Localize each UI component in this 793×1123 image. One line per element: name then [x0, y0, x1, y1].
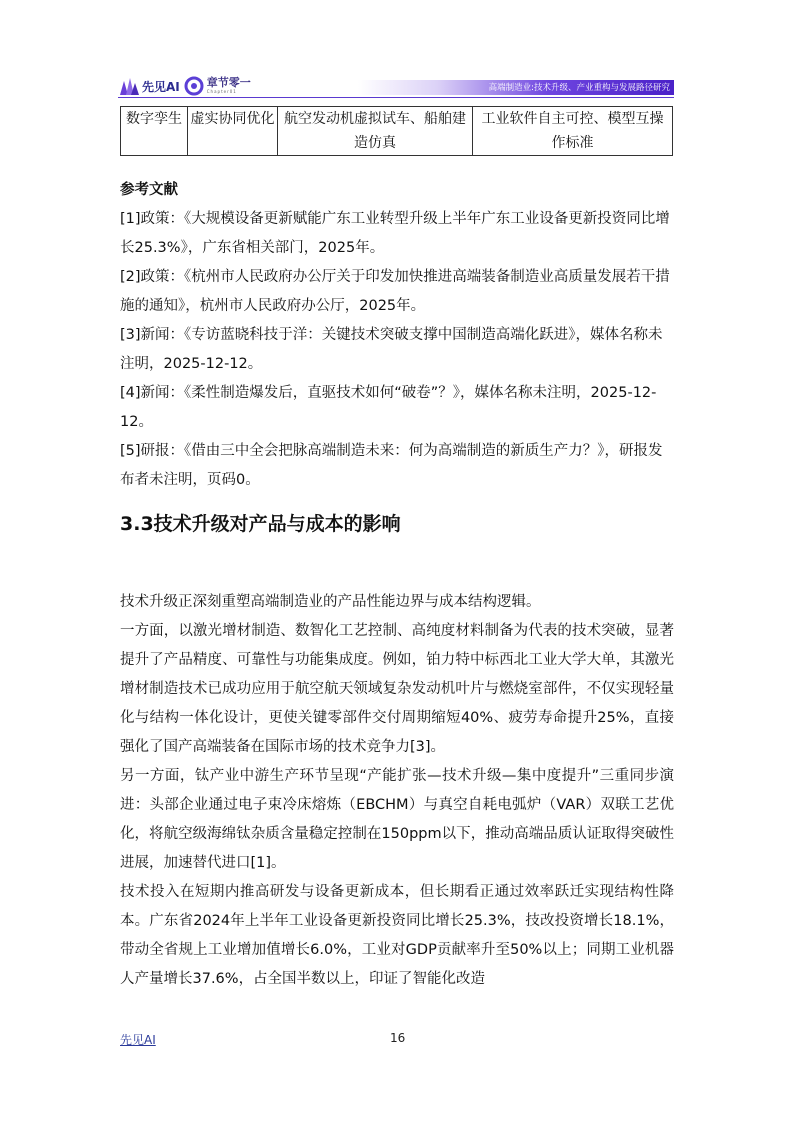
body-paragraph: 技术升级正深刻重塑高端制造业的产品性能边界与成本结构逻辑。 — [120, 594, 541, 610]
table-cell: 航空发动机虚拟试车、船舶建造仿真 — [278, 107, 473, 156]
body-paragraph: 技术投入在短期内推高研发与设备更新成本，但长期看正通过效率跃迁实现结构性降本。广东省2024年上半年工业设备更新投资同比增长25.3%，技改投资增长18.1%，带动全省规上工业增加值增长6.0%，工业对GDP贡献率升至50%以上；同期工业机器人产量增长37.6%，占全国半数以上，印证了智能化改造 — [120, 884, 674, 987]
table-cell: 虚实协同优化 — [188, 107, 278, 156]
table-row — [121, 107, 673, 156]
header-divider — [118, 97, 674, 98]
table-cell: 工业软件自主可控、模型互操作标准 — [473, 107, 673, 156]
document-title: 高端制造业:技术升级、产业重构与发展路径研究 — [488, 83, 670, 93]
partner-logo-icon — [184, 76, 204, 96]
header-title-band — [358, 80, 674, 95]
references-list — [120, 205, 674, 495]
section-title: 3.3技术升级对产品与成本的影响 — [120, 513, 401, 535]
table-cell: 数字孪生 — [121, 107, 188, 156]
footer-brand-link[interactable]: 先见AI — [120, 1033, 156, 1047]
reference-item: [4]新闻：《柔性制造爆发后，直驱技术如何“破卷”？》，媒体名称未注明，2025-12-12。 — [120, 385, 657, 430]
partner-sub: Chapter01 — [206, 89, 237, 94]
body-paragraph: 一方面，以激光增材制造、数智化工艺控制、高纯度材料制备为代表的技术突破，显著提升了产品精度、可靠性与功能集成度。例如，铂力特中标西北工业大学大单，其激光增材制造技术已成功应用于航空航天领域复杂发动机叶片与燃烧室部件，不仅实现轻量化与结构一体化设计，更使关键零部件交付周期缩短40%、疲劳寿命提升25%，直接强化了国产高端装备在国际市场的技术竞争力[3]。 — [120, 623, 674, 755]
page-header — [118, 74, 674, 98]
reference-item: [2]政策：《杭州市人民政府办公厅关于印发加快推进高端装备制造业高质量发展若干措施的通知》，杭州市人民政府办公厅，2025年。 — [120, 269, 670, 314]
brand-logo-group — [118, 75, 251, 97]
tech-table — [120, 106, 673, 156]
page-number: 16 — [390, 1031, 406, 1045]
partner-name: 章节零一 — [206, 76, 251, 89]
brand-name: 先见AI — [142, 79, 180, 94]
references-heading: 参考文献 — [120, 182, 178, 198]
body-paragraph: 另一方面，钛产业中游生产环节呈现“产能扩张—技术升级—集中度提升”三重同步演进：头部企业通过电子束冷床熔炼（EBCHM）与真空自耗电弧炉（VAR）双联工艺优化，将航空级海绵钛杂质含量稳定控制在150ppm以下，推动高端品质认证取得突破性进展，加速替代进口[1]。 — [120, 768, 674, 871]
brand-logo-icon — [118, 75, 140, 97]
section-body — [120, 588, 674, 994]
reference-item: [1]政策：《大规模设备更新赋能广东工业转型升级上半年广东工业设备更新投资同比增长25.3%》，广东省相关部门，2025年。 — [120, 211, 670, 256]
reference-item: [3]新闻：《专访蓝晓科技于洋：关键技术突破支撑中国制造高端化跃进》，媒体名称未注明，2025-12-12。 — [120, 327, 663, 372]
reference-item: [5]研报：《借由三中全会把脉高端制造未来：何为高端制造的新质生产力？》，研报发布者未注明，页码0。 — [120, 443, 663, 488]
